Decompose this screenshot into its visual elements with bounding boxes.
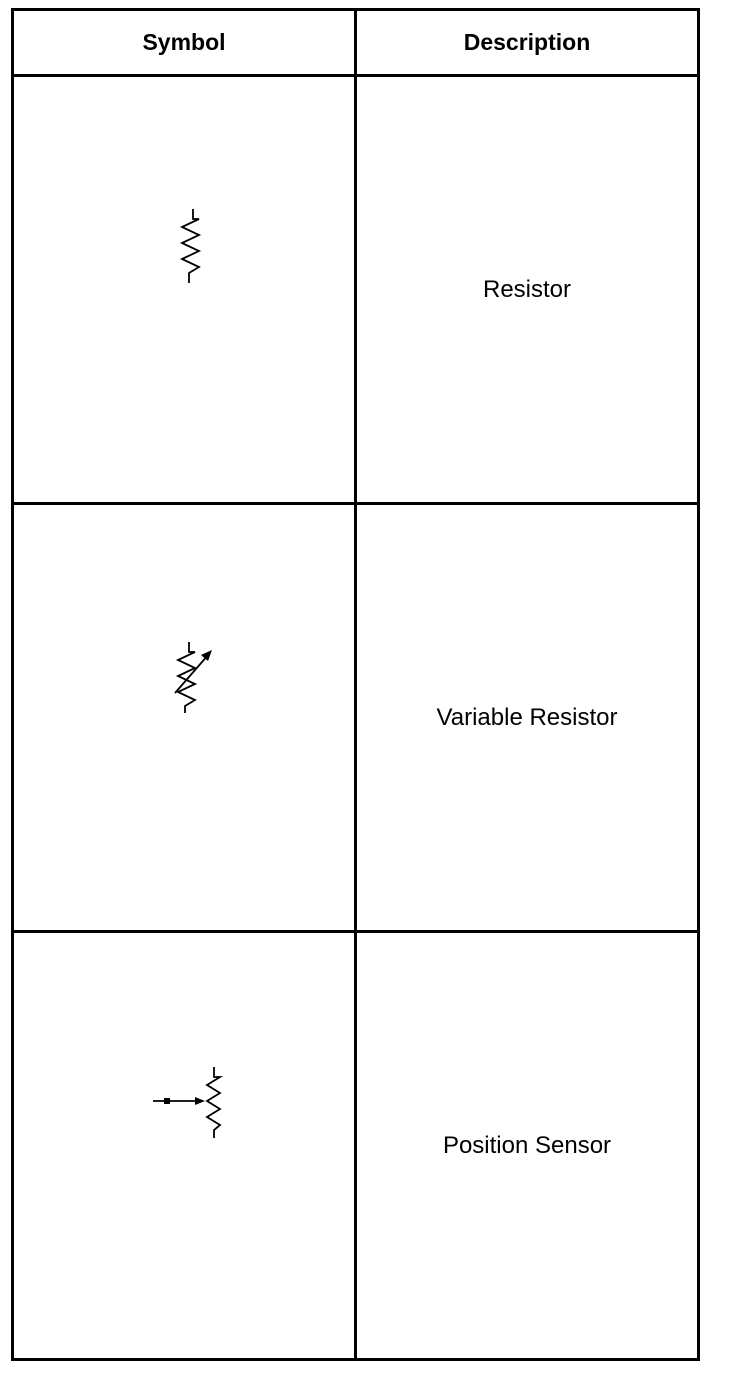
description-cell: Resistor — [356, 76, 699, 504]
table-row — [13, 76, 699, 504]
description-cell: Variable Resistor — [356, 504, 699, 932]
symbol-cell — [13, 932, 356, 1360]
position-sensor-icon — [14, 933, 354, 1358]
description-column-header: Description — [356, 10, 699, 76]
symbol-column-header: Symbol — [13, 10, 356, 76]
table-row — [13, 932, 699, 1360]
symbol-cell — [13, 504, 356, 932]
table-row — [13, 504, 699, 932]
description-cell: Position Sensor — [356, 932, 699, 1360]
variable-resistor-icon — [14, 505, 354, 930]
symbol-table — [11, 8, 700, 1361]
header-row — [13, 10, 699, 76]
symbol-cell — [13, 76, 356, 504]
resistor-icon — [14, 77, 354, 502]
